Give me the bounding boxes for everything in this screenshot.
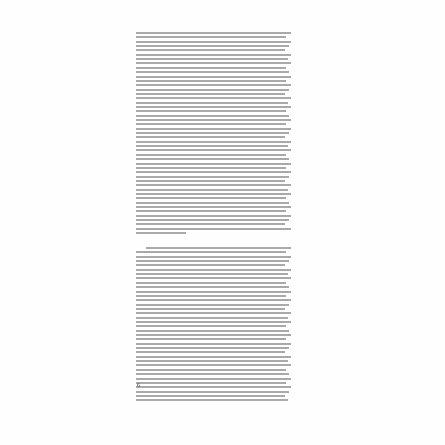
text-line [136, 317, 288, 319]
text-line [136, 215, 291, 217]
text-line [136, 325, 286, 327]
text-line [136, 378, 291, 380]
text-line [136, 334, 291, 336]
text-line [136, 369, 286, 371]
text-line [136, 49, 285, 51]
text-line [136, 373, 289, 375]
text-line [136, 308, 285, 310]
text-line [136, 282, 286, 284]
text-line [136, 180, 285, 182]
text-line [136, 36, 286, 38]
text-line [136, 136, 285, 138]
text-line [136, 360, 288, 362]
text-line [136, 291, 291, 293]
text-line [136, 399, 288, 401]
text-line [136, 158, 289, 160]
text-line [136, 97, 291, 99]
text-line [136, 351, 285, 353]
page-number: 6 [137, 383, 140, 389]
paragraph-2 [136, 246, 291, 404]
text-line [136, 295, 286, 297]
text-line [136, 132, 289, 134]
paragraph-1 [136, 31, 291, 236]
text-line [136, 41, 291, 43]
text-line [136, 62, 291, 64]
text-line [136, 260, 289, 262]
text-line [136, 141, 291, 143]
text-line [136, 382, 286, 384]
text-line [136, 189, 288, 191]
text-line [136, 193, 291, 195]
text-line [136, 167, 286, 169]
text-line [136, 71, 289, 73]
text-line [136, 80, 286, 82]
text-line [136, 256, 291, 258]
text-line [136, 84, 291, 86]
text-line [136, 102, 288, 104]
text-line [136, 197, 286, 199]
text-line [136, 58, 288, 60]
text-line [136, 312, 291, 314]
text-line [136, 115, 289, 117]
text-line [136, 145, 288, 147]
text-line [136, 202, 289, 204]
text-line [136, 93, 285, 95]
text-line [136, 219, 289, 221]
text-line [136, 106, 291, 108]
text-line [136, 128, 291, 130]
text-line [136, 32, 291, 34]
text-line [136, 119, 291, 121]
text-line [136, 299, 291, 301]
text-line [136, 356, 291, 358]
text-line [136, 304, 289, 306]
text-line [136, 273, 288, 275]
text-line [136, 45, 289, 47]
text-line [136, 347, 289, 349]
text-line [136, 264, 285, 266]
text-line [136, 343, 291, 345]
text-line [136, 163, 291, 165]
text-line [136, 338, 286, 340]
text-line [136, 206, 291, 208]
text-line [136, 386, 291, 388]
text-line [136, 154, 286, 156]
text-line [136, 364, 291, 366]
text-line [136, 395, 285, 397]
text-line [136, 223, 285, 225]
text-line [146, 247, 291, 249]
text-line [136, 149, 291, 151]
text-line [136, 184, 291, 186]
text-line [136, 269, 291, 271]
text-line [136, 171, 291, 173]
text-line [136, 232, 186, 234]
text-line [136, 210, 286, 212]
text-line [136, 54, 291, 56]
text-line [136, 176, 289, 178]
text-line [136, 76, 291, 78]
text-line [136, 228, 291, 230]
text-line [136, 110, 286, 112]
text-line [136, 286, 289, 288]
text-line [136, 321, 291, 323]
text-line [136, 123, 286, 125]
text-line [136, 391, 289, 393]
text-line [136, 251, 286, 253]
text-line [136, 89, 289, 91]
text-line [136, 330, 289, 332]
text-line [136, 67, 286, 69]
text-line [136, 277, 291, 279]
